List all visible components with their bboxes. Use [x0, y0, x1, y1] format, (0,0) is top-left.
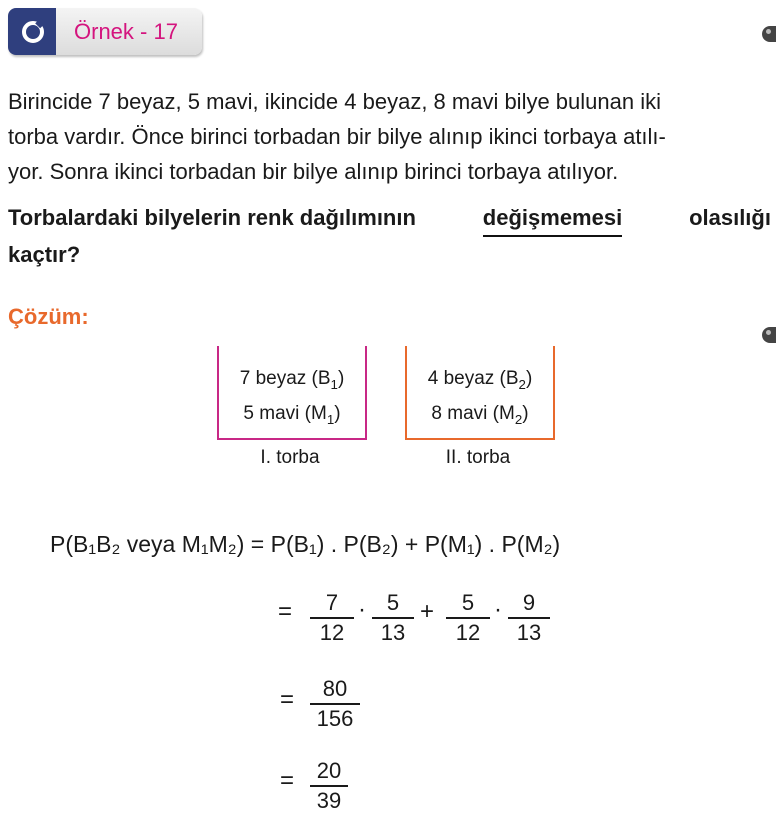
probability-formula: P(B₁B₂ veya M₁M₂) = P(B₁) . P(B₂) + P(M₁) . P(M₂) [50, 531, 561, 557]
refresh-icon [8, 8, 56, 55]
solution-heading: Çözüm: [8, 304, 89, 329]
plus-sign: + [420, 598, 435, 625]
edge-tab-icon [762, 26, 776, 42]
fraction: $\frac{9}{13}$ [508, 590, 550, 646]
equals-sign: = [278, 598, 293, 625]
question-text: Torbalardaki bilyelerin renk dağılımının değişmemesi olasılığı kaçtır? [8, 200, 771, 272]
fraction: $\frac{5}{12}$ [446, 590, 490, 646]
equals-sign: = [280, 767, 295, 794]
fraction: $\frac{5}{13}$ [372, 590, 414, 646]
underlined-keyword: değişmemesi [483, 200, 622, 237]
problem-text: Birincide 7 beyaz, 5 mavi, ikincide 4 beyaz, 8 mavi bilye bulunan iki torba vardır. Önce birinci torbadan bir bilye alınıp ikinci torbaya atılı- yor. Sonra ikinci torbadan bir bilye alınıp birinci torbaya atılıyor. [8, 89, 666, 184]
fraction: $\frac{7}{12}$ [310, 590, 354, 646]
example-header [8, 8, 202, 55]
fraction: $\frac{20}{39}$ [310, 758, 348, 814]
fraction: $\frac{80}{156}$ [310, 676, 360, 732]
edge-tab-icon [762, 327, 776, 343]
bag-1: 7 beyaz $(B_1)$ 5 mavi $(M_1)$ [217, 346, 367, 440]
bag-1-label: I. torba [260, 447, 320, 468]
bag-2-label: II. torba [445, 447, 511, 468]
equals-sign: = [280, 686, 295, 713]
dot-operator: · [494, 596, 502, 623]
example-title: Örnek - 17 [74, 19, 178, 44]
dot-operator: · [358, 596, 366, 623]
bag-2: 4 beyaz $(B_2)$ 8 mavi $(M_2)$ [405, 346, 555, 440]
